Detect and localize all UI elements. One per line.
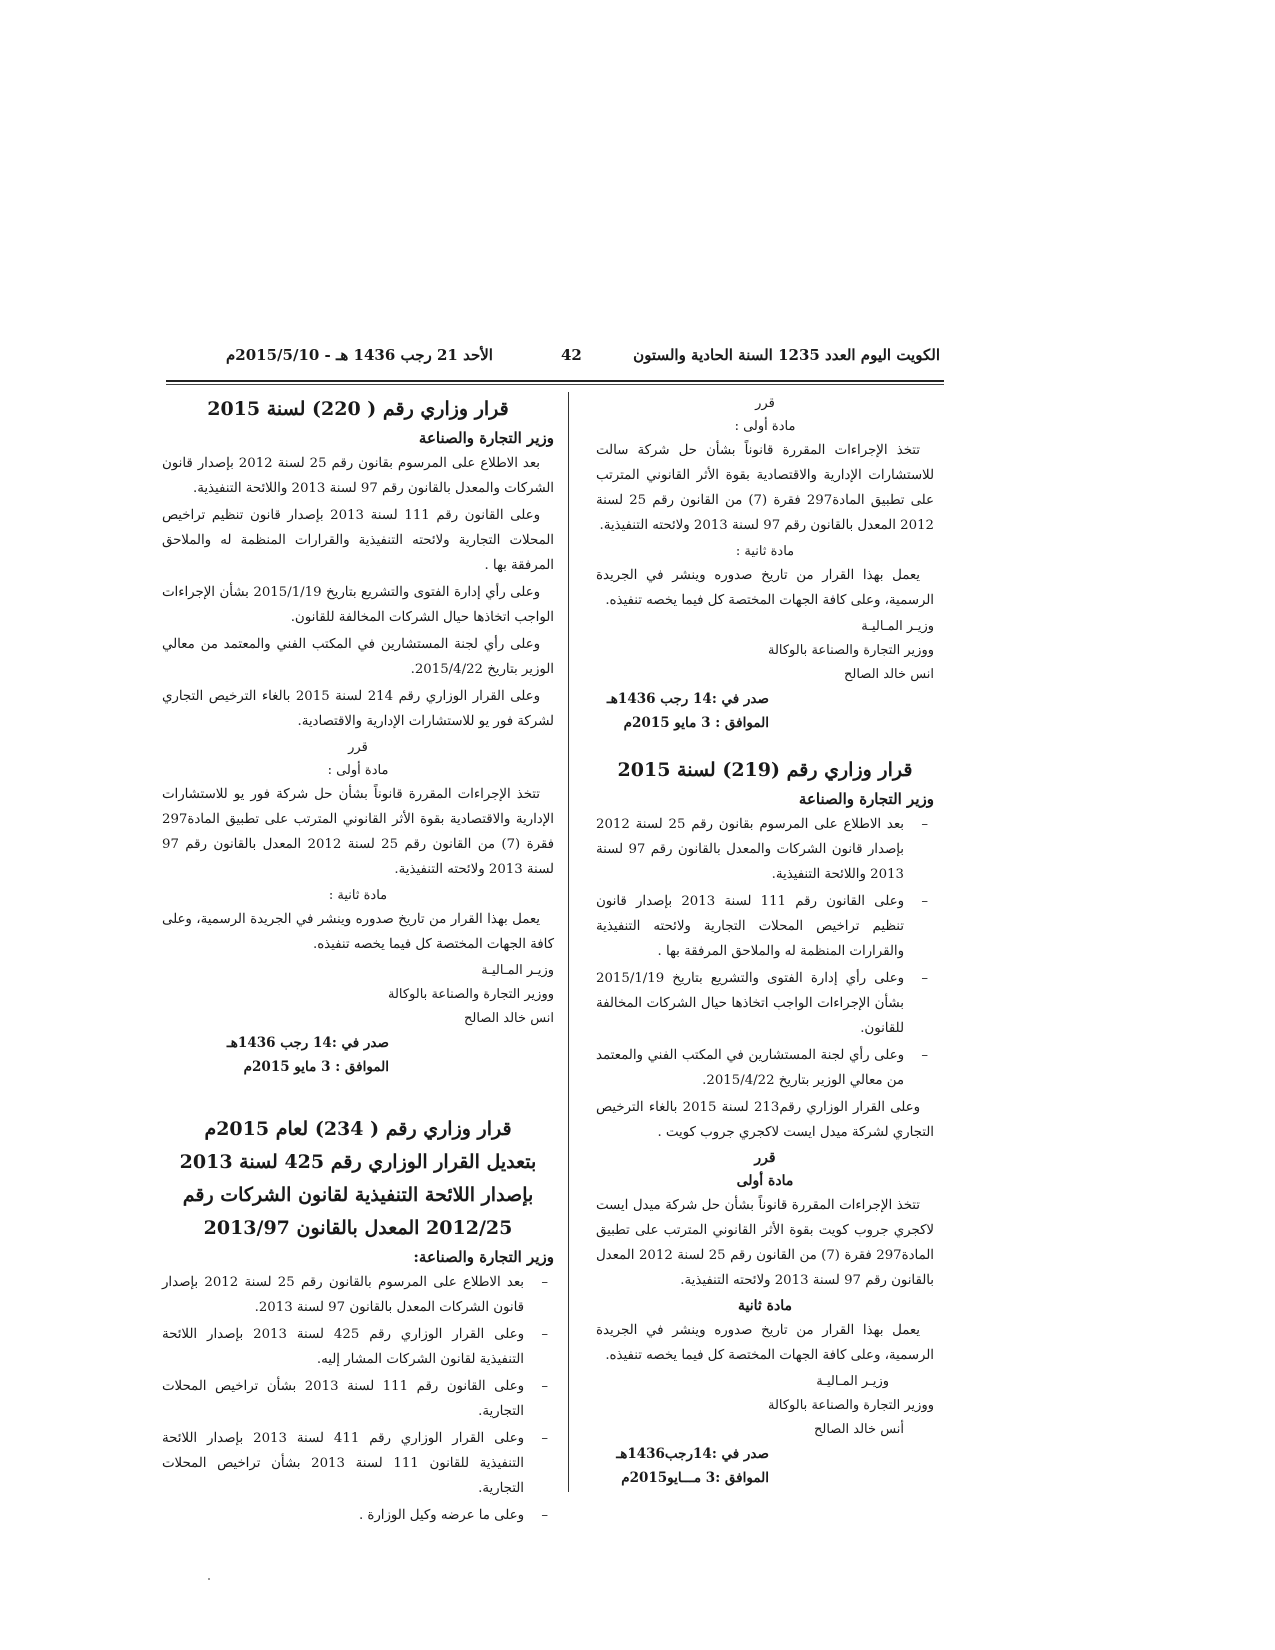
- preamble-item: وعلى رأي لجنة المستشارين في المكتب الفني والمعتمد من معالي الوزير بتاريخ 2015/4/22.: [162, 637, 554, 677]
- decision-end-block: [596, 392, 934, 735]
- decision-234: [162, 1113, 554, 1528]
- preamble-item: – وعلى ما عرضه وكيل الوزارة .: [162, 1503, 554, 1528]
- left-column: [162, 392, 554, 1530]
- issued-date: صدر في :14رجب1436هـ: [616, 1446, 769, 1462]
- article1-heading: مادة أولى: [736, 1173, 794, 1189]
- preamble-item: – وعلى القرار الوزاري رقم 411 لسنة 2013 بإصدار اللائحة التنفيذية للقانون 111 لسنة 2013 بشأن تراخيص المحلات التجارية.: [162, 1426, 554, 1501]
- decision-220: [162, 392, 554, 1079]
- signature-role: ووزير التجارة والصناعة بالوكالة: [767, 1398, 934, 1413]
- decision-title-line: بإصدار اللائحة التنفيذية لقانون الشركات رقم: [182, 1184, 534, 1206]
- article2-heading: مادة ثانية :: [735, 544, 795, 559]
- decision-219: [596, 753, 934, 1490]
- preamble-item: – بعد الاطلاع على المرسوم بالقانون رقم 25 لسنة 2012 بإصدار قانون الشركات المعدل بالقانون 97 لسنة 2013.: [162, 1270, 554, 1320]
- issue-date: الأحد 21 رجب 1436 هـ - 2015/5/10م: [226, 346, 493, 364]
- article1-heading: مادة أولى :: [734, 419, 796, 434]
- signature-title: وزيـر المـاليـة: [861, 619, 934, 634]
- decision-title-line: قرار وزاري رقم ( 234) لعام 2015م: [204, 1118, 512, 1140]
- qarar-heading: قرر: [755, 396, 775, 411]
- article2-heading: مادة ثانية: [738, 1298, 792, 1314]
- article1-heading: مادة أولى :: [327, 763, 389, 778]
- signature-title: وزيـر المـاليـة: [816, 1374, 889, 1389]
- preamble-item: – وعلى رأي لجنة المستشارين في المكتب الفني والمعتمد من معالي الوزير بتاريخ 2015/4/22.: [596, 1043, 934, 1093]
- scan-speck: [208, 1578, 210, 1580]
- right-column: [596, 392, 934, 1490]
- article2-text: يعمل بهذا القرار من تاريخ صدوره وينشر في الجريدة الرسمية، وعلى كافة الجهات المختصة كل فيما يخصه تنفيذه.: [596, 1323, 934, 1363]
- preamble-item: وعلى القانون رقم 111 لسنة 2013 بإصدار قانون تنظيم تراخيص المحلات التجارية ولائحته التنفيذية والقرارات المنظمة له والملاحق المرفقة بها .: [162, 508, 554, 573]
- article2-text: يعمل بهذا القرار من تاريخ صدوره وينشر في الجريدة الرسمية، وعلى كافة الجهات المختصة كل فيما يخصه تنفيذه.: [162, 912, 554, 952]
- minister-line: وزير التجارة والصناعة: [418, 429, 554, 447]
- page-header: [166, 346, 940, 372]
- corresponding-date: الموافق : 3 مايو 2015م: [243, 1059, 389, 1075]
- signature-role: ووزير التجارة والصناعة بالوكالة: [387, 987, 554, 1002]
- corresponding-date: الموافق : 3 مايو 2015م: [623, 715, 769, 731]
- signature-block: [596, 615, 934, 687]
- signature-title: وزيـر المـاليـة: [481, 963, 554, 978]
- page-number: 42: [561, 346, 582, 364]
- minister-line: وزير التجارة والصناعة: [798, 790, 934, 808]
- article1-text: تتخذ الإجراءات المقررة قانوناً بشأن حل شركة سالت للاستشارات الإدارية والاقتصادية بقوة الأثر القانوني المترتب على تطبيق المادة297 فقرة (7) من القانون رقم 25 لسنة 2012 المعدل بالقانون رقم 97 لسنة 2013 ولائحته التنفيذية.: [596, 443, 934, 533]
- preamble-item: – بعد الاطلاع على المرسوم بقانون رقم 25 لسنة 2012 بإصدار قانون الشركات والمعدل بالقانون رقم 97 لسنة 2013 واللائحة التنفيذية.: [596, 812, 934, 887]
- qarar-heading: قرر: [754, 1150, 776, 1166]
- preamble-item: – وعلى القرار الوزاري رقم 425 لسنة 2013 بإصدار اللائحة التنفيذية لقانون الشركات المشار إليه.: [162, 1322, 554, 1372]
- article1-text: تتخذ الإجراءات المقررة قانوناً بشأن حل شركة ميدل ايست لاكجري جروب كويت بقوة الأثر القانوني المترتب على تطبيق المادة297 فقرة (7) من القانون رقم 25 لسنة 2012 المعدل بالقانون رقم 97 لسنة 2013 ولائحته التنفيذية.: [596, 1198, 934, 1288]
- signature-name: أنس خالد الصالح: [813, 1422, 904, 1437]
- header-rule-thin: [166, 384, 944, 385]
- corresponding-date: الموافق :3 مـــايو2015م: [621, 1470, 769, 1486]
- header-rule: [166, 380, 944, 382]
- signature-name: انس خالد الصالح: [843, 667, 934, 682]
- gazette-issue: الكويت اليوم العدد 1235 السنة الحادية والستون: [633, 346, 940, 364]
- preamble-last: وعلى القرار الوزاري رقم213 لسنة 2015 بالغاء الترخيص التجاري لشركة ميدل ايست لاكجري جروب كويت .: [596, 1100, 934, 1140]
- preamble-item: وعلى رأي إدارة الفتوى والتشريع بتاريخ 2015/1/19 بشأن الإجراءات الواجب اتخاذها حيال الشركات المخالفة للقانون.: [162, 585, 554, 625]
- qarar-heading: قرر: [348, 740, 368, 755]
- signature-block: [596, 1370, 934, 1442]
- preamble-item: – وعلى رأي إدارة الفتوى والتشريع بتاريخ 2015/1/19 بشأن الإجراءات الواجب اتخاذها حيال الشركات المخالفة للقانون.: [596, 966, 934, 1041]
- minister-line: وزير التجارة والصناعة:: [413, 1248, 554, 1266]
- preamble-item: بعد الاطلاع على المرسوم بقانون رقم 25 لسنة 2012 بإصدار قانون الشركات والمعدل بالقانون رقم 97 لسنة 2013 واللائحة التنفيذية.: [162, 456, 554, 496]
- decision-title: قرار وزاري رقم ( 220) لسنة 2015: [207, 398, 509, 420]
- signature-block: [162, 959, 554, 1031]
- preamble-item: وعلى القرار الوزاري رقم 214 لسنة 2015 بالغاء الترخيص التجاري لشركة فور يو للاستشارات الإدارية والاقتصادية.: [162, 689, 554, 729]
- column-divider: [568, 392, 569, 1492]
- issued-date: صدر في :14 رجب 1436هـ: [226, 1035, 389, 1051]
- preamble-item: – وعلى القانون رقم 111 لسنة 2013 بإصدار قانون تنظيم تراخيص المحلات التجارية ولائحته التنفيذية والقرارات المنظمة له والملاحق المرفقة بها .: [596, 889, 934, 964]
- article2-heading: مادة ثانية :: [328, 888, 388, 903]
- decision-title: قرار وزاري رقم (219) لسنة 2015: [617, 759, 913, 781]
- article2-text: يعمل بهذا القرار من تاريخ صدوره وينشر في الجريدة الرسمية، وعلى كافة الجهات المختصة كل فيما يخصه تنفيذه.: [596, 568, 934, 608]
- decision-title-line: بتعديل القرار الوزاري رقم 425 لسنة 2013: [179, 1151, 537, 1173]
- signature-name: انس خالد الصالح: [463, 1011, 554, 1026]
- signature-role: ووزير التجارة والصناعة بالوكالة: [767, 643, 934, 658]
- issued-date: صدر في :14 رجب 1436هـ: [606, 691, 769, 707]
- decision-title-line: 2012/25 المعدل بالقانون 2013/97: [203, 1217, 513, 1239]
- preamble-item: – وعلى القانون رقم 111 لسنة 2013 بشأن تراخيص المحلات التجارية.: [162, 1374, 554, 1424]
- article1-text: تتخذ الإجراءات المقررة قانوناً بشأن حل شركة فور يو للاستشارات الإدارية والاقتصادية بقوة الأثر القانوني المترتب على تطبيق المادة297 فقرة (7) من القانون رقم 25 لسنة 2012 المعدل بالقانون رقم 97 لسنة 2013 ولائحته التنفيذية.: [162, 787, 554, 877]
